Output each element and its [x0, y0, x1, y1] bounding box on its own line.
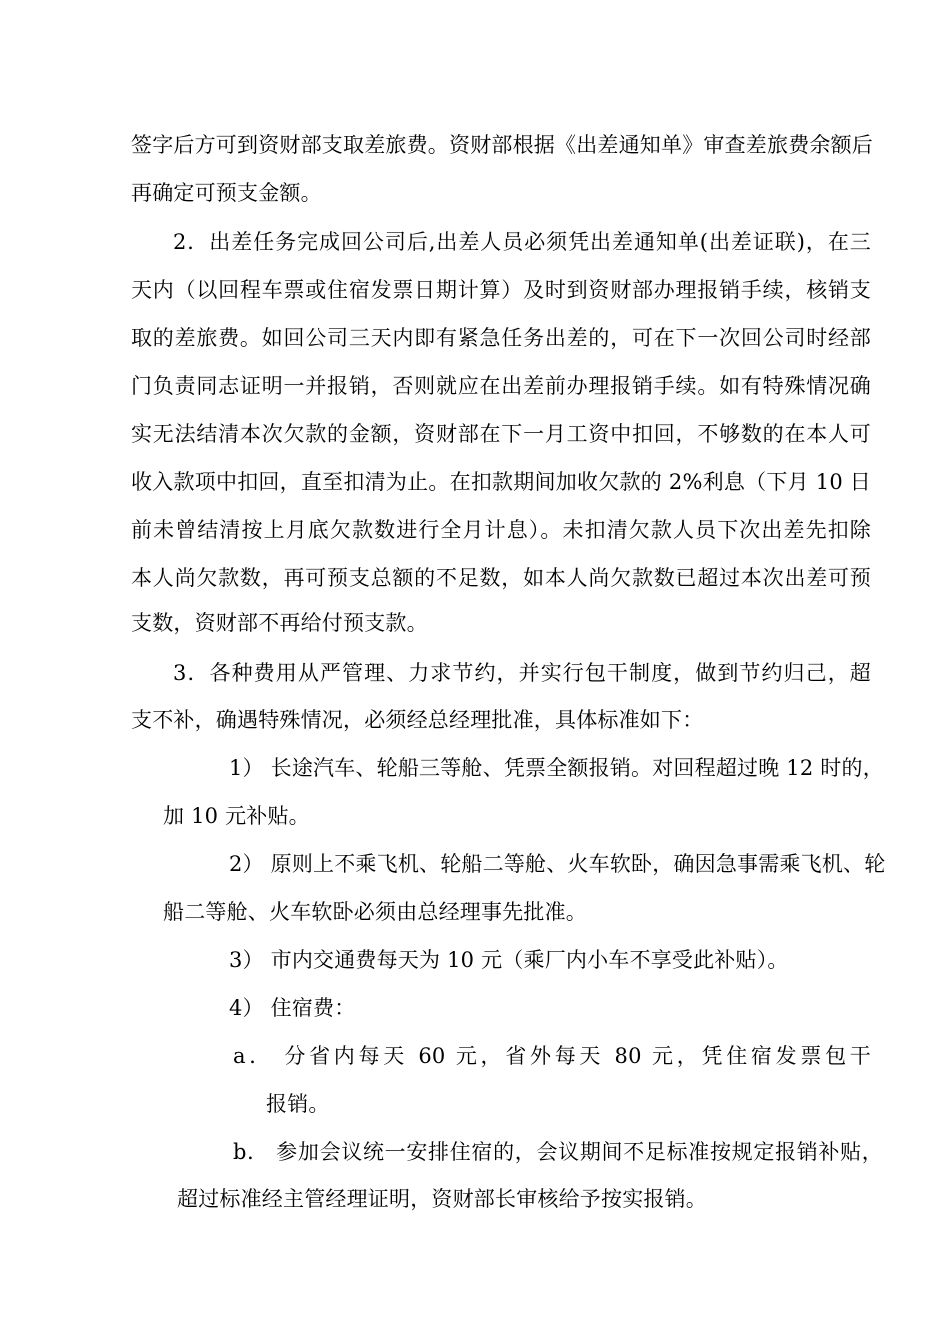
text-line-11: 支数，资财部不再给付预支款。	[131, 611, 428, 635]
text-line-13: 支不补，确遇特殊情况，必须经总经理批准，具体标准如下：	[131, 708, 704, 732]
text-line-8: 收入款项中扣回，直至扣清为止。在扣款期间加收欠款的 2%利息（下月 10 日	[131, 470, 871, 494]
list-item-3: 3） 市内交通费每天为 10 元（乘厂内小车不享受此补贴）。	[229, 948, 789, 972]
list-item-4: 4） 住宿费：	[229, 996, 356, 1020]
text-line-2: 再确定可预支金额。	[131, 181, 322, 205]
text-line-1: 签字后方可到资财部支取差旅费。资财部根据《出差通知单》审查差旅费余额后	[131, 133, 873, 157]
sub-item-a-line-1: a． 分省内每天 60 元，省外每天 80 元，凭住宿发票包干	[233, 1044, 871, 1068]
text-line-3: 2．出差任务完成回公司后,出差人员必须凭出差通知单(出差证联)，在三	[173, 230, 871, 254]
text-line-6: 门负责同志证明一并报销，否则就应在出差前办理报销手续。如有特殊情况确	[131, 374, 871, 398]
sub-item-b-line-2: 超过标准经主管经理证明，资财部长审核给予按实报销。	[177, 1187, 707, 1211]
text-line-4: 天内（以回程车票或住宿发票日期计算）及时到资财部办理报销手续，核销支	[131, 278, 871, 302]
list-item-2-line-2: 船二等舱、火车软卧必须由总经理事先批准。	[163, 900, 587, 924]
list-item-1-line-1: 1） 长途汽车、轮船三等舱、凭票全额报销。对回程超过晚 12 时的，	[229, 756, 884, 780]
sub-item-b-line-1: b． 参加会议统一安排住宿的，会议期间不足标准按规定报销补贴，	[233, 1140, 883, 1164]
text-line-12: 3．各种费用从严管理、力求节约，并实行包干制度，做到节约归己，超	[173, 661, 871, 685]
text-line-5: 取的差旅费。如回公司三天内即有紧急任务出差的，可在下一次回公司时经部	[131, 326, 871, 350]
text-line-7: 实无法结清本次欠款的金额，资财部在下一月工资中扣回，不够数的在本人可	[131, 422, 871, 446]
list-item-2-line-1: 2） 原则上不乘飞机、轮船二等舱、火车软卧，确因急事需乘飞机、轮	[229, 852, 886, 876]
list-item-1-line-2: 加 10 元补贴。	[163, 804, 310, 828]
sub-item-a-line-2: 报销。	[266, 1092, 330, 1116]
text-line-9: 前未曾结清按上月底欠款数进行全月计息）。未扣清欠款人员下次出差先扣除	[131, 518, 871, 542]
text-line-10: 本人尚欠款数，再可预支总额的不足数，如本人尚欠款数已超过本次出差可预	[131, 566, 871, 590]
